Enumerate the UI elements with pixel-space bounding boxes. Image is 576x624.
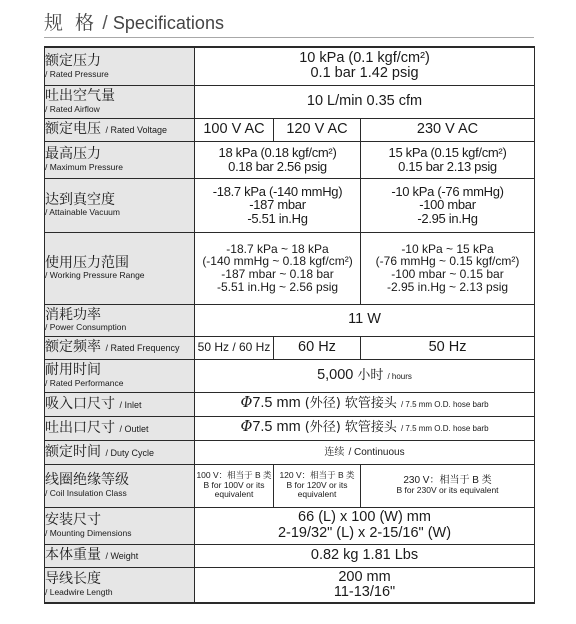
label-leadwire-length — [45, 567, 195, 603]
label-rated-airflow — [45, 85, 195, 118]
heading-en: Specifications — [112, 13, 224, 33]
outlet-desc-cn: 软管接头 — [344, 420, 397, 436]
label-en: / Attainable Vacuum — [45, 207, 120, 218]
label-cn: 安装尺寸 — [45, 512, 101, 529]
value-mounting-dimensions — [195, 507, 535, 544]
value-line: -18.7 kPa (-140 mmHg) — [212, 183, 343, 199]
value-rated-airflow: 10 L/min 0.35 cfm — [195, 85, 535, 118]
label-cn: 额定压力 — [45, 52, 101, 69]
label-coil-insulation — [45, 464, 195, 507]
value-insulation-100 — [195, 464, 274, 507]
value-line: (-76 mmHg ~ 0.15 kgf/cm²) — [375, 254, 520, 269]
value-line: -100 mbar — [419, 197, 476, 213]
heading-cn: 规 格 — [44, 12, 98, 34]
value-frequency-100: 50 Hz / 60 Hz — [195, 336, 274, 359]
label-cn: 额定频率 — [45, 339, 101, 356]
value-weight: 0.82 kg 1.81 Lbs — [195, 544, 535, 567]
value-working-range-230 — [361, 232, 535, 304]
label-rated-performance — [45, 359, 195, 392]
value-line: 15 kPa (0.15 kgf/cm²) — [388, 144, 507, 160]
value-line: -10 kPa ~ 15 kPa — [401, 241, 494, 256]
label-cn: 额定电压 — [45, 121, 101, 138]
duty-cn: 连续 — [324, 447, 345, 459]
label-en: / Rated Voltage — [105, 125, 167, 136]
label-en: / Weight — [105, 551, 139, 562]
row-rated-airflow — [45, 85, 535, 118]
label-cn: 吸入口尺寸 — [45, 395, 115, 412]
row-outlet — [45, 416, 535, 440]
value-line: -10 kPa (-76 mmHg) — [391, 183, 504, 199]
label-en: / Mounting Dimensions — [45, 527, 132, 538]
outlet-od-cn: (外径) — [304, 420, 341, 436]
row-max-pressure — [45, 141, 535, 178]
row-working-pressure-range — [45, 232, 535, 304]
value-line: -100 mbar ~ 0.15 bar — [391, 267, 504, 281]
label-rated-frequency — [45, 336, 195, 359]
inlet-size: 7.5 mm — [252, 395, 301, 412]
label-en: / Inlet — [119, 399, 142, 410]
label-en: / Working Pressure Range — [45, 270, 145, 281]
row-rated-voltage — [45, 118, 535, 141]
value-frequency-230: 50 Hz — [361, 336, 535, 359]
value-line: -2.95 in.Hg ~ 2.13 psig — [386, 279, 509, 294]
label-cn: 耐用时间 — [45, 362, 101, 379]
value-vacuum-100-120 — [195, 178, 361, 232]
row-rated-performance — [45, 359, 535, 392]
label-mounting-dimensions — [45, 507, 195, 544]
value-line: -18.7 kPa ~ 18 kPa — [226, 241, 329, 256]
label-rated-pressure — [45, 47, 195, 85]
label-cn: 使用压力范围 — [45, 254, 129, 271]
label-cn: 导线长度 — [45, 571, 101, 588]
value-outlet — [195, 416, 535, 440]
label-en: / Rated Frequency — [105, 343, 180, 354]
label-cn: 吐出口尺寸 — [45, 419, 115, 436]
value-insulation-230 — [361, 464, 535, 507]
label-cn: 达到真空度 — [45, 191, 115, 208]
label-cn: 本体重量 — [45, 547, 101, 564]
value-max-pressure-230 — [361, 141, 535, 178]
diameter-symbol: Φ — [240, 419, 253, 436]
value-voltage-230: 230 V AC — [361, 118, 535, 141]
row-weight — [45, 544, 535, 567]
label-en: / Rated Airflow — [45, 103, 100, 114]
label-en: / Maximum Pressure — [45, 161, 123, 172]
value-working-range-100-120 — [195, 232, 361, 304]
row-rated-frequency — [45, 336, 535, 359]
insulation-en: B for 230V or its equivalent — [396, 485, 499, 496]
heading-separator: / — [102, 13, 108, 34]
label-rated-voltage — [45, 118, 195, 141]
spec-heading — [44, 8, 224, 35]
value-max-pressure-100-120 — [195, 141, 361, 178]
value-line: 11-13/16" — [333, 583, 396, 600]
outlet-desc-en: / 7.5 mm O.D. hose barb — [400, 424, 489, 434]
label-inlet — [45, 392, 195, 416]
value-line: -2.95 in.Hg — [417, 210, 478, 226]
value-rated-pressure — [195, 47, 535, 85]
label-cn: 额定时间 — [45, 443, 101, 460]
label-en: / Coil Insulation Class — [45, 487, 127, 498]
value-line: 10 kPa (0.1 kgf/cm²) — [299, 50, 430, 67]
value-leadwire-length — [195, 567, 535, 603]
label-attainable-vacuum — [45, 178, 195, 232]
row-duty-cycle — [45, 440, 535, 464]
label-outlet — [45, 416, 195, 440]
label-en: / Power Consumption — [45, 322, 127, 333]
label-power-consumption — [45, 304, 195, 336]
insulation-en: B for 120V or its equivalent — [286, 479, 348, 500]
hours-number: 5,000 — [317, 366, 354, 383]
row-leadwire-length — [45, 567, 535, 603]
value-line: 0.15 bar 2.13 psig — [398, 158, 497, 174]
value-voltage-100: 100 V AC — [195, 118, 274, 141]
value-performance — [195, 359, 535, 392]
value-line: 0.18 bar 2.56 psig — [228, 158, 327, 174]
value-line: (-140 mmHg ~ 0.18 kgf/cm²) — [202, 254, 353, 269]
row-inlet — [45, 392, 535, 416]
label-en: / Duty Cycle — [105, 447, 154, 458]
label-cn: 消耗功率 — [45, 306, 101, 323]
insulation-en: B for 100V or its equivalent — [203, 479, 265, 500]
hours-unit-en: / hours — [387, 371, 412, 381]
value-frequency-120: 60 Hz — [274, 336, 361, 359]
diameter-symbol: Φ — [240, 395, 253, 412]
value-line: 0.1 bar 1.42 psig — [310, 65, 419, 82]
row-power-consumption — [45, 304, 535, 336]
value-line: 2-19/32" (L) x 2-15/16" (W) — [277, 524, 452, 541]
value-line: -5.51 in.Hg ~ 2.56 psig — [216, 279, 339, 294]
label-max-pressure — [45, 141, 195, 178]
value-duty-cycle — [195, 440, 535, 464]
outlet-size: 7.5 mm — [252, 419, 301, 436]
row-rated-pressure — [45, 47, 535, 85]
insulation-cn: 100 V：相当于 B 类 — [196, 470, 272, 481]
inlet-desc-cn: 软管接头 — [344, 396, 397, 412]
value-line: 200 mm — [338, 568, 391, 585]
label-working-pressure-range — [45, 232, 195, 304]
label-cn: 最高压力 — [45, 146, 101, 163]
value-insulation-120 — [274, 464, 361, 507]
row-mounting-dimensions — [45, 507, 535, 544]
value-line: -5.51 in.Hg — [247, 210, 308, 226]
label-duty-cycle — [45, 440, 195, 464]
insulation-cn: 230 V：相当于 B 类 — [403, 475, 492, 487]
value-line: -187 mbar ~ 0.18 bar — [221, 267, 334, 281]
label-weight — [45, 544, 195, 567]
row-attainable-vacuum — [45, 178, 535, 232]
inlet-desc-en: / 7.5 mm O.D. hose barb — [400, 400, 489, 410]
value-vacuum-230 — [361, 178, 535, 232]
duty-en: / Continuous — [348, 447, 405, 459]
value-line: 18 kPa (0.18 kgf/cm²) — [218, 144, 337, 160]
value-power: 11 W — [195, 304, 535, 336]
label-en: / Outlet — [119, 423, 149, 434]
value-line: 66 (L) x 100 (W) mm — [298, 509, 431, 526]
value-line: -187 mbar — [249, 197, 306, 213]
specifications-table — [44, 46, 535, 604]
row-coil-insulation — [45, 464, 535, 507]
label-en: / Leadwire Length — [45, 587, 113, 598]
hours-unit-cn: 小时 — [357, 367, 384, 383]
inlet-od-cn: (外径) — [304, 396, 341, 412]
value-voltage-120: 120 V AC — [274, 118, 361, 141]
heading-rule — [44, 37, 534, 38]
label-cn: 线圈绝缘等级 — [45, 472, 129, 489]
label-en: / Rated Performance — [45, 377, 124, 388]
label-en: / Rated Pressure — [45, 68, 109, 79]
value-inlet — [195, 392, 535, 416]
label-cn: 吐出空气量 — [45, 88, 115, 105]
insulation-cn: 120 V：相当于 B 类 — [279, 470, 355, 481]
